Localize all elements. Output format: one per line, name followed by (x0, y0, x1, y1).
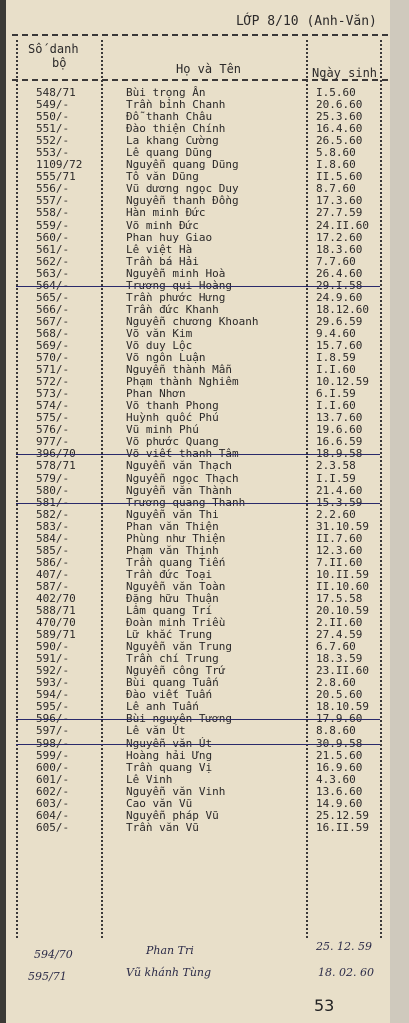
table-row (6, 521, 390, 533)
row-date: 24.9.60 (316, 290, 363, 304)
row-sbd: 557/- (36, 194, 70, 208)
strike-through-line (16, 719, 380, 720)
row-sbd: 562/- (36, 254, 70, 268)
row-date: 8.8.60 (316, 724, 356, 738)
row-sbd: 470/70 (36, 616, 76, 630)
table-row (6, 533, 390, 545)
row-date: 31.10.59 (316, 519, 369, 533)
row-date: I.I.60 (316, 399, 356, 413)
row-name: Nguyễn ngọc Thạch (126, 471, 239, 485)
row-date: 25.12.59 (316, 808, 369, 822)
row-date: 17.9.60 (316, 712, 363, 726)
row-sbd: 605/- (36, 820, 70, 834)
row-name: Lê việt Hà (126, 242, 193, 256)
row-sbd: 550/- (36, 110, 70, 124)
row-name: Hàn minh Đức (126, 206, 206, 220)
row-sbd: 1109/72 (36, 158, 83, 172)
row-name: Võ duy Lộc (126, 338, 193, 352)
row-name: La khang Cường (126, 134, 219, 148)
row-date: 20.5.60 (316, 688, 363, 702)
row-date: 8.7.60 (316, 182, 356, 196)
handwritten-name-2: Vũ khánh Tùng (126, 966, 212, 979)
row-date: 4.3.60 (316, 772, 356, 786)
row-sbd: 553/- (36, 146, 70, 160)
row-name: Nguyễn thành Mẫn (126, 363, 232, 377)
header-name: Họ và Tên (176, 62, 242, 76)
row-name: Võ ngôn Luận (126, 351, 206, 365)
row-name: Phan huy Giao (126, 230, 213, 244)
row-name: Lữ khắc Trung (126, 628, 213, 642)
row-name: Đặng hữu Thuận (126, 591, 219, 605)
row-date: 5.8.60 (316, 146, 356, 160)
row-name: Đào viết Tuấn (126, 688, 213, 702)
row-sbd: 598/- (36, 736, 70, 750)
table-row (6, 207, 390, 219)
row-date: I.8.59 (316, 351, 356, 365)
row-name: Cao văn Vũ (126, 796, 193, 810)
row-name: Võ viết thanh Tâm (126, 447, 239, 461)
row-sbd: 548/71 (36, 86, 76, 99)
row-date: I.8.60 (316, 158, 356, 172)
row-sbd: 597/- (36, 724, 70, 738)
row-date: 13.7.60 (316, 411, 363, 425)
row-name: Nguyễn văn Thi (126, 507, 219, 521)
row-date: 27.4.59 (316, 628, 363, 642)
row-date: 19.6.60 (316, 423, 363, 437)
row-name: Phùng như Thiện (126, 531, 226, 545)
row-name: Phan Nhơn (126, 387, 186, 401)
row-date: 29.6.59 (316, 314, 363, 328)
row-sbd: 570/- (36, 351, 70, 365)
row-name: Nguyễn văn Vinh (126, 784, 226, 798)
row-sbd: 571/- (36, 363, 70, 377)
row-date: 17.5.58 (316, 591, 363, 605)
row-sbd: 555/71 (36, 170, 76, 184)
table-row (6, 497, 390, 509)
row-date: 7.7.60 (316, 254, 356, 268)
header-sbd-line2: bộ (52, 56, 67, 70)
row-sbd: 560/- (36, 230, 70, 244)
row-date: 18.10.59 (316, 700, 369, 714)
row-name: Trương qui Hoàng (126, 278, 232, 292)
row-name: Bùi nguyên Tương (126, 712, 232, 726)
row-date: 29.I.58 (316, 278, 363, 292)
row-sbd: 601/- (36, 772, 70, 786)
row-name: Nguyễn công Trứ (126, 664, 226, 678)
table-row (6, 738, 390, 750)
row-name: Trần bỉnh Chanh (126, 98, 226, 112)
row-sbd: 584/- (36, 531, 70, 545)
row-date: 18.9.58 (316, 447, 363, 461)
row-date: 16.II.59 (316, 820, 369, 834)
row-date: 9.4.60 (316, 326, 356, 340)
row-name: Đỗ thanh Châu (126, 110, 213, 124)
table-row (6, 762, 390, 774)
row-name: Nguyễn văn Út (126, 736, 213, 750)
row-name: Trần đức Toại (126, 567, 213, 581)
row-date: 2.3.58 (316, 459, 356, 473)
table-row (6, 750, 390, 762)
row-sbd: 396/70 (36, 447, 76, 461)
row-sbd: 977/- (36, 435, 70, 449)
row-name: Phan văn Thiện (126, 519, 219, 533)
row-name: Vũ minh Phú (126, 423, 199, 437)
table-row (6, 268, 390, 280)
row-name: Trần chí Trung (126, 652, 219, 666)
row-date: 10.II.59 (316, 567, 369, 581)
row-name: Võ văn Kim (126, 326, 193, 340)
row-sbd: 558/- (36, 206, 70, 220)
row-date: I.I.59 (316, 471, 356, 485)
row-date: 12.3.60 (316, 543, 363, 557)
handwritten-date-2: 18. 02. 60 (318, 966, 374, 979)
row-name: Trần quang Vị (126, 760, 213, 774)
row-name: Lê anh Tuấn (126, 700, 199, 714)
table-row (6, 485, 390, 497)
row-sbd: 599/- (36, 748, 70, 762)
row-sbd: 593/- (36, 676, 70, 690)
row-sbd: 581/- (36, 495, 70, 509)
handwritten-date-1: 25. 12. 59 (316, 940, 372, 953)
table-row (6, 244, 390, 256)
table-row (6, 822, 390, 834)
row-date: 7.II.60 (316, 555, 363, 569)
table-row (6, 786, 390, 798)
row-date: 30.9.58 (316, 736, 363, 750)
table-row (6, 280, 390, 292)
row-date: 16.9.60 (316, 760, 363, 774)
header-date: Ngày sinh (312, 66, 378, 80)
row-name: Nguyễn văn Thành (126, 483, 232, 497)
row-date: 21.5.60 (316, 748, 363, 762)
row-name: Trần đức Khanh (126, 302, 219, 316)
row-sbd: 603/- (36, 796, 70, 810)
row-name: Lê văn Út (126, 724, 186, 738)
row-sbd: 594/- (36, 688, 70, 702)
row-sbd: 402/70 (36, 591, 76, 605)
row-name: Lê Vinh (126, 772, 173, 786)
row-sbd: 565/- (36, 290, 70, 304)
row-name: Nguyễn minh Hoà (126, 266, 226, 280)
row-date: 18.12.60 (316, 302, 369, 316)
row-sbd: 575/- (36, 411, 70, 425)
row-date: 2.8.60 (316, 676, 356, 690)
row-date: 15.3.59 (316, 495, 363, 509)
table-row (6, 220, 390, 232)
row-sbd: 567/- (36, 314, 70, 328)
row-name: Nguyễn thanh Đồng (126, 194, 239, 208)
row-sbd: 583/- (36, 519, 70, 533)
row-date: 20.10.59 (316, 604, 369, 618)
row-date: 15.7.60 (316, 338, 363, 352)
row-date: 16.4.60 (316, 122, 363, 136)
row-name: Nguyễn chương Khoanh (126, 314, 259, 328)
table-row (6, 509, 390, 521)
row-sbd: 578/71 (36, 459, 76, 473)
header-top-rule (12, 34, 388, 36)
row-sbd: 564/- (36, 278, 70, 292)
row-name: Hoàng hải Ưng (126, 748, 213, 762)
row-sbd: 559/- (36, 218, 70, 232)
row-date: 2.II.60 (316, 616, 363, 630)
row-sbd: 561/- (36, 242, 70, 256)
row-name: Trương quang Thanh (126, 495, 246, 509)
row-name: Nguyễn pháp Vũ (126, 808, 219, 822)
row-sbd: 569/- (36, 338, 70, 352)
row-sbd: 552/- (36, 134, 70, 148)
row-sbd: 600/- (36, 760, 70, 774)
strike-through-line (16, 503, 380, 504)
row-date: 18.3.59 (316, 652, 363, 666)
row-name: Nguyễn quang Dũng (126, 158, 239, 172)
row-name: Võ phước Quang (126, 435, 219, 449)
row-sbd: 591/- (36, 652, 70, 666)
header-sbd-line1: Số danh (28, 42, 79, 56)
row-sbd: 568/- (36, 326, 70, 340)
row-date: II.5.60 (316, 170, 363, 184)
row-sbd: 572/- (36, 375, 70, 389)
row-name: Nguyễn văn Trung (126, 640, 232, 654)
row-name: Phạm thành Nghiêm (126, 375, 239, 389)
table-row (6, 774, 390, 786)
row-date: II.10.60 (316, 579, 369, 593)
row-name: Nguyễn văn Toàn (126, 579, 226, 593)
row-name: Trần bá Hải (126, 254, 199, 268)
row-sbd: 589/71 (36, 628, 76, 642)
row-sbd: 587/- (36, 579, 70, 593)
row-name: Võ minh Đức (126, 218, 199, 232)
row-sbd: 602/- (36, 784, 70, 798)
row-date: 20.6.60 (316, 98, 363, 112)
row-date: 27.7.59 (316, 206, 363, 220)
row-date: 24.II.60 (316, 218, 369, 232)
class-title: LỚP 8/10 (Anh-Văn) (236, 14, 377, 29)
row-sbd: 579/- (36, 471, 70, 485)
row-date: 23.II.60 (316, 664, 369, 678)
row-sbd: 596/- (36, 712, 70, 726)
table-row (6, 256, 390, 268)
row-name: Phạm văn Thịnh (126, 543, 219, 557)
row-date: 21.4.60 (316, 483, 363, 497)
row-date: 14.9.60 (316, 796, 363, 810)
row-date: 26.5.60 (316, 134, 363, 148)
row-date: 26.4.60 (316, 266, 363, 280)
row-sbd: 551/- (36, 122, 70, 136)
row-name: Bùi quang Tuấn (126, 676, 219, 690)
row-date: II.7.60 (316, 531, 363, 545)
row-name: Trần quang Tiến (126, 555, 226, 569)
row-sbd: 585/- (36, 543, 70, 557)
row-sbd: 407/- (36, 567, 70, 581)
row-date: 13.6.60 (316, 784, 363, 798)
background-edge (390, 0, 409, 1023)
row-name: Bùi trọng Ân (126, 86, 206, 99)
row-date: 17.2.60 (316, 230, 363, 244)
table-row (6, 798, 390, 810)
row-sbd: 604/- (36, 808, 70, 822)
strike-through-line (16, 454, 380, 455)
row-date: I.I.60 (316, 363, 356, 377)
row-sbd: 556/- (36, 182, 70, 196)
row-sbd: 590/- (36, 640, 70, 654)
row-name: Lê quang Dũng (126, 146, 213, 160)
row-date: 6.I.59 (316, 387, 356, 401)
row-sbd: 573/- (36, 387, 70, 401)
strike-through-line (16, 744, 380, 745)
row-sbd: 563/- (36, 266, 70, 280)
handwritten-sbd-2: 595/71 (28, 970, 67, 983)
table-row (6, 473, 390, 485)
row-date: 17.3.60 (316, 194, 363, 208)
row-sbd: 588/71 (36, 604, 76, 618)
row-name: Trần văn Vũ (126, 820, 199, 834)
row-date: 6.7.60 (316, 640, 356, 654)
table-row (6, 725, 390, 737)
row-name: Đoàn minh Triều (126, 616, 226, 630)
row-sbd: 566/- (36, 302, 70, 316)
row-name: Nguyễn văn Thạch (126, 459, 232, 473)
strike-through-line (16, 286, 380, 287)
row-sbd: 549/- (36, 98, 70, 112)
row-date: 18.3.60 (316, 242, 363, 256)
row-sbd: 576/- (36, 423, 70, 437)
row-sbd: 580/- (36, 483, 70, 497)
row-date: 2.2.60 (316, 507, 356, 521)
handwritten-name-1: Phan Tri (146, 944, 194, 957)
row-sbd: 595/- (36, 700, 70, 714)
row-name: Võ thanh Phong (126, 399, 219, 413)
row-sbd: 582/- (36, 507, 70, 521)
row-name: Vũ dương ngọc Duy (126, 182, 239, 196)
row-date: I.5.60 (316, 86, 356, 99)
row-sbd: 586/- (36, 555, 70, 569)
table-row (6, 460, 390, 472)
row-date: 10.12.59 (316, 375, 369, 389)
handwritten-sbd-1: 594/70 (34, 948, 73, 961)
row-name: Đào thiện Chính (126, 122, 226, 136)
student-table (6, 87, 390, 834)
row-sbd: 574/- (36, 399, 70, 413)
row-name: Trần phước Hưng (126, 290, 226, 304)
page-number: 53 (314, 996, 335, 1015)
row-name: Huỳnh quốc Phú (126, 411, 219, 425)
row-name: Tô văn Dũng (126, 170, 199, 184)
register-sheet (6, 0, 390, 1023)
table-row (6, 232, 390, 244)
row-date: 16.6.59 (316, 435, 363, 449)
row-sbd: 592/- (36, 664, 70, 678)
row-date: 25.3.60 (316, 110, 363, 124)
row-name: Lâm quang Trí (126, 604, 213, 618)
